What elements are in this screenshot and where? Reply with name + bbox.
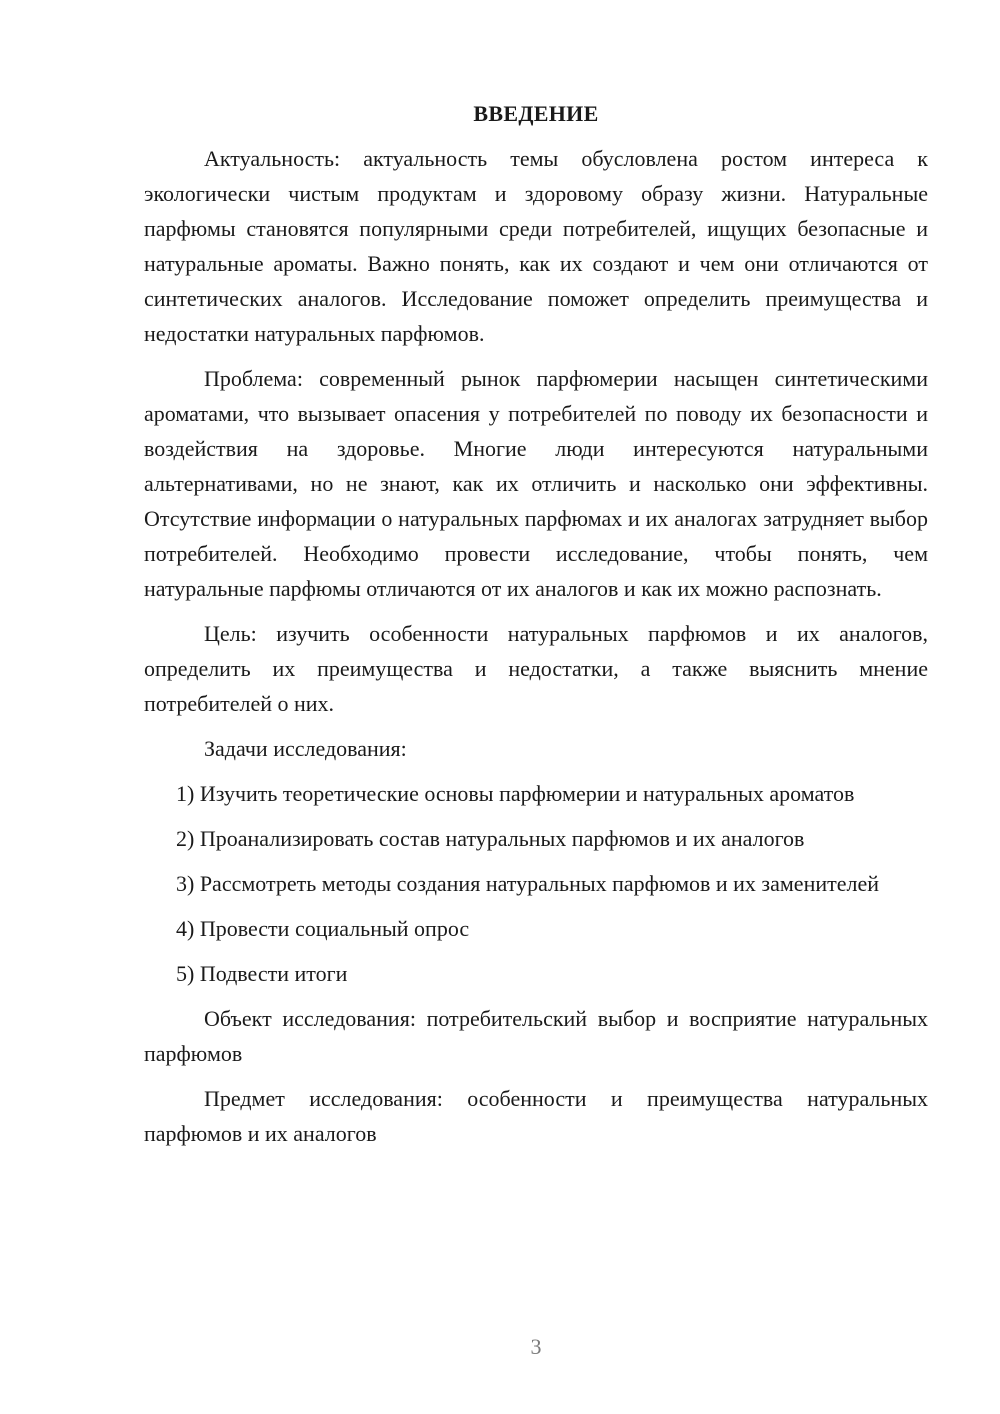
page-content <box>144 96 928 1161</box>
research-subject: Предмет исследования: особенности и преимущества натуральных парфюмов и их аналогов <box>144 1086 928 1146</box>
paragraph-relevance: Актуальность: актуальность темы обусловлена ростом интереса к экологически чистым продуктам и здоровому образу жизни. Натуральные парфюмы становятся популярными среди потребителей, ищущих безопасные и натуральные ароматы. Важно понять, как их создают и чем они отличаются от синтетических аналогов. Исследование поможет определить преимущества и недостатки натуральных парфюмов. <box>144 146 928 346</box>
task-item: 3) Рассмотреть методы создания натуральных парфюмов и их заменителей <box>176 871 880 896</box>
page-number: 3 <box>530 1334 542 1359</box>
page-title: ВВЕДЕНИЕ <box>473 101 599 126</box>
task-item: 1) Изучить теоретические основы парфюмерии и натуральных ароматов <box>176 781 855 806</box>
tasks-heading: Задачи исследования: <box>204 736 407 761</box>
research-object: Объект исследования: потребительский выбор и восприятие натуральных парфюмов <box>144 1006 928 1066</box>
paragraph-problem: Проблема: современный рынок парфюмерии насыщен синтетическими ароматами, что вызывает опасения у потребителей по поводу их безопасности и воздействия на здоровье. Многие люди интересуются натуральными альтернативами, но не знают, как их отличить и насколько они эффективны. Отсутствие информации о натуральных парфюмах и их аналогах затрудняет выбор потребителей. Необходимо провести исследование, чтобы понять, чем натуральные парфюмы отличаются от их аналогов и как их можно распознать. <box>144 366 928 601</box>
paragraph-goal: Цель: изучить особенности натуральных парфюмов и их аналогов, определить их преимущества и недостатки, а также выяснить мнение потребителей о них. <box>144 621 928 716</box>
task-item: 2) Проанализировать состав натуральных парфюмов и их аналогов <box>176 826 805 851</box>
task-item: 4) Провести социальный опрос <box>176 916 470 941</box>
task-item: 5) Подвести итоги <box>176 961 348 986</box>
